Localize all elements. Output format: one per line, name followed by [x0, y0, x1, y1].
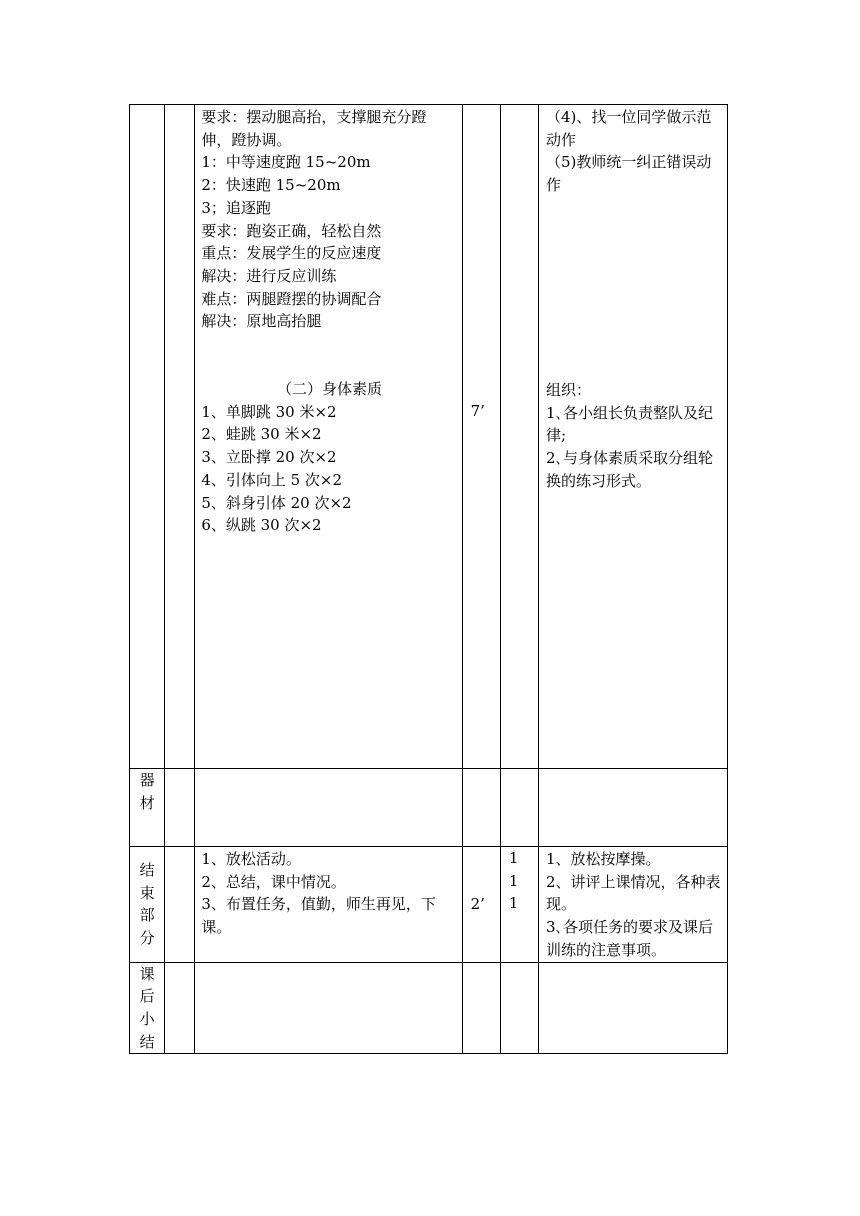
note-line: 1、放松按摩操。 — [546, 850, 661, 868]
row-label-char: 器 — [139, 771, 155, 789]
row-label-char: 束 — [139, 883, 155, 902]
ending-label-cell — [130, 847, 165, 963]
lesson-plan-table — [129, 104, 728, 1054]
main-count-cell — [500, 105, 538, 769]
note-line: （5)教师统一纠正错误动作 — [546, 153, 712, 195]
ending-content-cell — [195, 847, 462, 963]
summary-row — [130, 962, 728, 1054]
content-line: 难点：两腿蹬摆的协调配合 — [201, 289, 382, 308]
ending-count-cell — [500, 847, 538, 963]
row-label-char: 分 — [139, 928, 155, 947]
exercise-item: 3、立卧撑 20 次×2 — [201, 448, 337, 467]
content-line: 重点：发展学生的反应速度 — [201, 244, 382, 263]
duration-text: 2’ — [470, 895, 485, 913]
equipment-row — [130, 769, 728, 847]
exercise-item: 6、纵跳 30 次×2 — [201, 516, 322, 535]
row-label-char: 部 — [139, 906, 155, 925]
note-line: （4)、找一位同学做示范动作 — [546, 108, 712, 149]
exercise-item: 5、斜身引体 20 次×2 — [201, 493, 352, 512]
content-line: 1、放松活动。 — [201, 850, 301, 868]
main-label-cell — [130, 105, 165, 769]
count-value: 1 — [508, 894, 519, 913]
content-line: 3；追逐跑 — [201, 198, 271, 217]
main-sub-cell — [165, 105, 195, 769]
ending-time-cell — [462, 847, 500, 963]
content-line: 解决：进行反应训练 — [201, 266, 337, 285]
summary-sub-cell — [165, 962, 195, 1054]
main-time-cell — [462, 105, 500, 769]
content-line: 要求：摆动腿高抬，支撑腿充分蹬 伸，蹬协调。 — [201, 108, 432, 149]
note-line: 2､与身体素质采取分组轮换的练习形式。 — [546, 448, 714, 490]
equipment-notes-cell — [539, 769, 728, 847]
content-line: 要求：跑姿正确，轻松自然 — [201, 221, 382, 240]
equipment-count-cell — [500, 769, 538, 847]
duration-text: 7’ — [470, 402, 485, 420]
summary-count-cell — [500, 962, 538, 1054]
main-notes-cell — [539, 105, 728, 769]
note-line: 组织： — [546, 380, 592, 399]
ending-row — [130, 847, 728, 963]
note-line: 3､各项任务的要求及课后训练的注意事项。 — [546, 918, 714, 959]
ending-sub-cell — [165, 847, 195, 963]
row-label-char: 结 — [139, 860, 155, 879]
content-line: 1：中等速度跑 15~20m — [201, 153, 371, 172]
summary-content-cell — [195, 962, 462, 1054]
count-value: 1 — [508, 849, 519, 867]
content-line: 2、总结，课中情况。 — [201, 872, 346, 891]
row-label-char: 结 — [139, 1032, 155, 1051]
ending-notes-cell — [539, 847, 728, 963]
summary-notes-cell — [539, 962, 728, 1054]
exercise-item: 4、引体向上 5 次×2 — [201, 470, 343, 489]
main-content-cell — [195, 105, 462, 769]
exercise-item: 1、单脚跳 30 米×2 — [201, 402, 337, 421]
count-value: 1 — [508, 871, 519, 890]
content-line: 3、布置任务，值勤，师生再见，下课。 — [201, 895, 436, 937]
spacer — [546, 197, 723, 379]
content-line: 解决：原地高抬腿 — [201, 312, 322, 331]
equipment-label-cell — [130, 769, 165, 847]
equipment-sub-cell — [165, 769, 195, 847]
equipment-content-cell — [195, 769, 462, 847]
row-label-char: 课 — [139, 964, 155, 983]
summary-time-cell — [462, 962, 500, 1054]
row-label-char: 材 — [139, 793, 155, 812]
exercise-item: 2、蛙跳 30 米×2 — [201, 425, 322, 444]
row-label-char: 小 — [139, 1009, 155, 1028]
content-line: 2：快速跑 15~20m — [201, 176, 341, 195]
main-row — [130, 105, 728, 769]
row-label-char: 后 — [139, 987, 155, 1006]
equipment-time-cell — [462, 769, 500, 847]
section-title: （二）身体素质 — [276, 380, 382, 399]
note-line: 1､各小组长负责整队及纪律; — [546, 403, 714, 445]
note-line: 2、讲评上课情况，各种表现。 — [546, 872, 721, 914]
spacer — [201, 333, 457, 378]
summary-label-cell — [130, 962, 165, 1054]
